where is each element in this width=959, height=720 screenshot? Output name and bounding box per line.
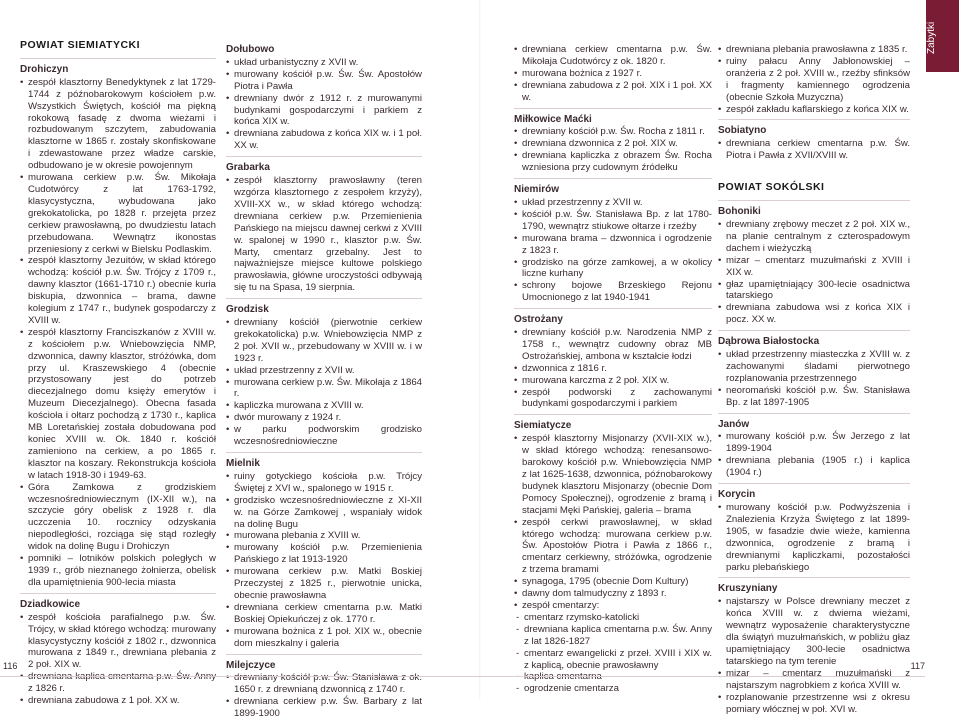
- list-item: • drewniana zabudowa z 1 poł. XX w.: [20, 695, 216, 707]
- county-heading: POWIAT SIEMIATYCKI: [20, 39, 141, 51]
- list-item: • drewniany kościół p.w. Św. Rocha z 1811 r.: [514, 126, 712, 138]
- place-name: Grodzisk: [226, 304, 269, 316]
- footer-line-right: [480, 676, 925, 677]
- list-item: • murowany kościół p.w. Św. Św. Apostołów Piotra i Pawła: [226, 69, 422, 93]
- sub-list-item: - cmentarz ewangelicki z przeł. XVIII i XIX w. z kaplicą, obecnie prawosławny: [514, 648, 712, 672]
- column-4: [718, 8, 910, 715]
- place-name: Grabarka: [226, 162, 270, 174]
- place-name: Mielnik: [226, 458, 260, 469]
- list-item: • w parku podworskim grodzisko wczesnośredniowieczne: [226, 424, 422, 448]
- divider: [718, 577, 910, 578]
- list-item: • kościół p.w. Św. Stanisława Bp. z lat 1780-1790, wewnątrz stiukowe ołtarze i rzeźby: [514, 209, 712, 233]
- list-item: • drewniana zabudowa z 2 poł. XIX i 1 poł. XX w.: [514, 80, 712, 104]
- list-item: • zespół klasztorny Jezuitów, w skład którego wchodzą: kościół p.w. Św. Trójcy z 1709 r., dawny klasztor (1661-1710 r.) obecnie kuria biskupia, dzwonnica – brama, dawne kolegium z 1747 r., budynek gospodarczy z XVIII w.: [20, 255, 216, 326]
- list-item: • drewniana kapliczka z obrazem Św. Rocha wzniesiona przy cudownym źródełku: [514, 150, 712, 174]
- section-tab-label: Zabytki: [926, 21, 937, 54]
- column-1: [20, 8, 216, 707]
- list-item: • kapliczka murowana z XVIII w.: [226, 400, 422, 412]
- list-item: • zespół klasztorny Misjonarzy (XVII-XIX w.), w skład którego wchodzą: renesansowo-barokowy kościół p.w. Wniebowzięcia NMP z lat 1625-1638, dzwonnica, późnobarokowy budynek klasztoru Misjonarzy (obecnie Dom Pomocy Społecznej), ogrodzenie z bramą i stacjami Męki Pańskiej, galeria – brama: [514, 433, 712, 516]
- list-item: • układ przestrzenny z XVII w.: [514, 197, 712, 209]
- list-item: • drewniana zabudowa z końca XIX w. i 1 poł. XX w.: [226, 128, 422, 152]
- footer-line-left: [0, 676, 480, 677]
- divider: [20, 593, 216, 594]
- place-name: Dąbrowa Białostocka: [718, 336, 820, 348]
- monument-list: [226, 672, 422, 720]
- list-item: • zespół klasztorny prawosławny (teren wzgórza klasztornego z zespołem krzyży), XVIII-XX w., w skład którego wchodzą: drewniana cerkiew p.w. Przemienienia Pańskiego na miejscu dawnej cerkwi z XVIII w. spalonej w 1990 r., klasztor p.w. Św. Marty, cmentarz grzebalny. Jest to najważniejsze miejsce kultowe polskiego prawosławia, główne uroczystości odbywają się tu na Spasa, 19 sierpnia.: [226, 175, 422, 294]
- list-item: • murowany kościół p.w. Podwyższenia i Znalezienia Krzyża Świętego z lat 1899-1905, w fasadzie dwie wieże, kamienna dzwonnica, ogrodzenie z bramą i drewnianymi kapliczkami, pozostałości parku plebańskiego: [718, 502, 910, 573]
- county-heading: POWIAT SOKÓLSKI: [718, 181, 825, 194]
- list-item: • drewniany kościół p.w. Narodzenia NMP z 1758 r., wewnątrz cudowny obraz MB Ostrożańskiej, ambona w kształcie łodzi: [514, 327, 712, 363]
- list-item: • układ przestrzenny miasteczka z XVIII w. z zachowanymi śladami pierwotnego rozplanowania przestrzennego: [718, 349, 910, 385]
- list-item: • synagoga, 1795 (obecnie Dom Kultury): [514, 576, 712, 588]
- divider: [226, 156, 422, 157]
- place-name: Dołubowo: [226, 44, 275, 55]
- list-item: • drewniana cerkiew cmentarna p.w. Św. Mikołaja Cudotwórcy z ok. 1820 r.: [514, 44, 712, 68]
- column-2: [226, 8, 422, 720]
- divider: [718, 200, 910, 201]
- list-item: • głaz upamiętniający 300-lecie osadnictwa tatarskiego: [718, 279, 910, 303]
- list-item: • drewniana zabudowa wsi z końca XIX i pocz. XX w.: [718, 302, 910, 326]
- list-item: • najstarszy w Polsce drewniany meczet z końca XVIII w. z dwiema wieżami, wewnątrz wyposażenie charakterystyczne dla świątyń muzułmańskich, w pobliżu głaz upamiętniający 300-lecie osadnictwa tatarskiego na tym terenie: [718, 596, 910, 667]
- list-item: • murowana plebania z XVIII w.: [226, 530, 422, 542]
- list-item: • układ przestrzenny z XVII w.: [226, 365, 422, 377]
- list-item: • schrony bojowe Brzeskiego Rejonu Umocnionego z lat 1940-1941: [514, 280, 712, 304]
- monument-list: [226, 317, 422, 448]
- place-name: Drohiczyn: [20, 63, 69, 75]
- list-item: • drewniana plebania (1905 r.) i kaplica (1904 r.): [718, 455, 910, 479]
- list-item: • drewniana cerkiew cmentarna p.w. Matki Boskiej Opiekuńczej z ok. 1770 r.: [226, 602, 422, 626]
- monument-list: [514, 197, 712, 304]
- place-name: Kruszyniany: [718, 583, 778, 595]
- list-item: • dzwonnica z 1816 r.: [514, 363, 712, 375]
- divider: [226, 452, 422, 453]
- monument-list: [718, 219, 910, 326]
- monument-list: [226, 175, 422, 294]
- list-item: • murowana cerkiew p.w. Matki Boskiej Przeczystej z 1825 r., pierwotnie unicka, obecnie prawosławna: [226, 566, 422, 602]
- monument-list: [718, 431, 910, 479]
- list-item: • dwór murowany z 1924 r.: [226, 412, 422, 424]
- list-item: • układ urbanistyczny z XVII w.: [226, 57, 422, 69]
- divider: [226, 654, 422, 655]
- list-item: • rozplanowanie przestrzenne wsi z okresu pomiary włócznej w poł. XVI w.: [718, 692, 910, 716]
- monument-list: [20, 77, 216, 589]
- list-item: • murowana bożnica z 1 poł. XIX w., obecnie dom mieszkalny i galeria: [226, 626, 422, 650]
- monument-list: [514, 327, 712, 410]
- divider: [514, 414, 712, 415]
- page-number-left: 116: [3, 661, 18, 672]
- monument-list: [718, 596, 910, 715]
- page-number-right: 117: [910, 661, 925, 672]
- monument-list: [718, 349, 910, 409]
- place-name: Ostrożany: [514, 314, 563, 326]
- list-item: • neoromański kościół p.w. Św. Stanisława Bp. z lat 1897-1905: [718, 385, 910, 409]
- place-name: Korycin: [718, 489, 756, 501]
- list-item: • zespół klasztorny Benedyktynek z lat 1729-1744 z późnobarokowym kościołem p.w. Wszystkich Świętych, kościół ma piękną rokokową fasadę z dwoma wieżami i rozbudowanym szczytem, zabudowania klasztorne w 1865 r. zostały skonfiskowane i zdewastowane przez władze carskie, odbudowano je w okresie powojennym: [20, 77, 216, 172]
- list-item: • zespół zakładu kaflarskiego z końca XIX w.: [718, 104, 910, 116]
- list-item: • drewniany kościół (pierwotnie cerkiew grekokatolicka) p.w. Wniebowzięcia NMP z 2 poł. XVII w., przebudowany w XVIII w. i w 1923 r.: [226, 317, 422, 365]
- list-item: • zespół klasztorny Franciszkanów z XVIII w. z kościołem p.w. Wniebowzięcia NMP, dzwonnica, dawny klasztor, stróżówka, dom przy ul. Kraszewskiego 4 (obecnie przystosowany jest do potrzeb diecezjalnego domu księży emerytów i Muzeum Diecezjalnego). Obecna fasada kościoła i ołtarz pochodzą z 1730 r., kaplica MB Loretańskiej została dobudowana pod koniec XVIII w. Ok. 1840 r. kościół zamieniono na cerkiew, a po 1865 r. klasztor na koszary. Rekonstrukcja kościoła w latach 1918-30 i 1949-63.: [20, 327, 216, 482]
- sub-list-item: - kaplica cmentarna: [514, 671, 712, 683]
- divider: [226, 298, 422, 299]
- place-name: Sobiatyno: [718, 125, 767, 137]
- list-item: • drewniana cerkiew cmentarna p.w. Św. Piotra i Pawła z XVII/XVIII w.: [718, 138, 910, 162]
- list-item: • ruiny pałacu Anny Jabłonowskiej – oranżeria z 2 poł. XVIII w., rzeźby sfinksów i fragmenty kamiennego ogrodzenia (obecnie Szkoła Muzyczna): [718, 56, 910, 104]
- list-item: • murowana cerkiew p.w. Św. Mikołaja Cudotwórcy z lat 1763-1792, klasycystyczna, wybudowana jako grekokatolicka, po 1828 r. przejęta przez cerkiew prawosławną, po dwudziestu latach przebudowana. Wewnątrz ikonostas przeniesiony z cerkwi w Bielsku Podlaskim.: [20, 172, 216, 255]
- monument-list: [514, 126, 712, 174]
- place-name: Dziadkowice: [20, 598, 81, 610]
- list-item: • murowana brama – dzwonnica i ogrodzenie z 1823 r.: [514, 233, 712, 257]
- divider: [514, 308, 712, 309]
- section-tab: [926, 0, 959, 72]
- list-item: • drewniana cerkiew p.w. Św. Barbary z lat 1899-1900: [226, 696, 422, 720]
- page-gutter: [479, 0, 481, 699]
- sub-list-item: - ogrodzenie cmentarza: [514, 683, 712, 695]
- list-item: • zespół cerkwi prawosławnej, w skład którego wchodzą: murowana cerkiew p.w. Św. Apostołów Piotra i Pawła z 1866 r., cmentarz cerkiewny, stróżówka, ogrodzenie z trzema bramami: [514, 517, 712, 577]
- monument-list: [718, 138, 910, 162]
- divider: [718, 413, 910, 414]
- monument-list: [20, 612, 216, 707]
- list-item: • murowana karczma z 2 poł. XIX w.: [514, 375, 712, 387]
- list-item: • dawny dom talmudyczny z 1893 r.: [514, 588, 712, 600]
- place-name: Janów: [718, 418, 750, 430]
- list-item: • drewniana plebania prawosławna z 1835 r.: [718, 44, 910, 56]
- list-item: • drewniany dwór z 1912 r. z murowanymi budynkami gospodarczymi i parkiem z końca XIX w.: [226, 93, 422, 129]
- place-name: Milejczyce: [226, 659, 276, 671]
- list-item: • grodzisko na górze zamkowej, a w okolicy liczne kurhany: [514, 257, 712, 281]
- list-item: • grodzisko wczesnośredniowieczne z XI-XII w. na Górze Zamkowej , wspaniały widok na dolinę Bugu: [226, 495, 422, 531]
- place-name: Bohoniki: [718, 206, 761, 218]
- list-item: • mizar – cmentarz muzułmański z najstarszym nagrobkiem z końca XVIII w.: [718, 668, 910, 692]
- divider: [514, 108, 712, 109]
- column-3: [514, 8, 712, 695]
- monument-list: [514, 44, 712, 104]
- list-item: • ruiny gotyckiego kościoła p.w. Trójcy Świętej z XVI w., spalonego w 1915 r.: [226, 471, 422, 495]
- divider: [718, 119, 910, 120]
- place-name: Siemiatycze: [514, 420, 572, 432]
- list-item: • zespół kościoła parafialnego p.w. Św. Trójcy, w skład którego wchodzą: murowany klasycystyczny kościół z 1802 r., dzwonnica murowana z 1849 r., drewniana plebania z 2 poł. XIX w.: [20, 612, 216, 672]
- list-item: • Góra Zamkowa z grodziskiem wczesnośredniowiecznym (IX-XII w.), na szczycie góry obelisk z 1928 r. dla uczczenia 10. rocznicy odzyskania niepodległości, rozciąga się stąd rozległy widok na dolinę Bugu i Drohiczyn: [20, 482, 216, 553]
- list-item: • drewniana kaplica cmentarna p.w. Św. Anny z 1826 r.: [20, 671, 216, 695]
- monument-list: [718, 502, 910, 573]
- divider: [718, 483, 910, 484]
- list-item: • drewniany kościół p.w. Św. Stanisława z ok. 1650 r. z drewnianą dzwonnicą z 1740 r.: [226, 672, 422, 696]
- monument-list: [718, 44, 910, 115]
- monument-list: [226, 57, 422, 152]
- monument-list: [514, 433, 712, 695]
- list-item: • murowany kościół p.w. Przemienienia Pańskiego z lat 1913-1920: [226, 542, 422, 566]
- place-name: Niemirów: [514, 184, 560, 196]
- sub-list-item: - drewniana kaplica cmentarna p.w. Św. Anny z lat 1826-1827: [514, 624, 712, 648]
- divider: [20, 58, 216, 59]
- place-name: Miłkowice Maćki: [514, 113, 592, 125]
- sub-list-item: - cmentarz rzymsko-katolicki: [514, 612, 712, 624]
- list-item: • drewniany zrębowy meczet z 2 poł. XIX w., na planie centralnym z czterospadowym dachem i wieżyczką: [718, 219, 910, 255]
- monument-list: [226, 471, 422, 650]
- list-item: • murowana cerkiew p.w. Św. Mikołaja z 1864 r.: [226, 377, 422, 401]
- list-item: • murowana bożnica z 1927 r.: [514, 68, 712, 80]
- list-item: • zespół podworski z zachowanymi budynkami gospodarczymi i parkiem: [514, 387, 712, 411]
- list-item: • zespół cmentarzy:: [514, 600, 712, 612]
- divider: [718, 330, 910, 331]
- list-item: • pomniki – lotników polskich poległych w 1939 r., grób nieznanego żołnierza, obelisk dla upamiętnienia 900-lecia miasta: [20, 553, 216, 589]
- list-item: • mizar – cmentarz muzułmański z XVIII i XIX w.: [718, 255, 910, 279]
- list-item: • drewniana dzwonnica z 2 poł. XIX w.: [514, 138, 712, 150]
- list-item: • murowany kościół p.w. Św Jerzego z lat 1899-1904: [718, 431, 910, 455]
- divider: [514, 178, 712, 179]
